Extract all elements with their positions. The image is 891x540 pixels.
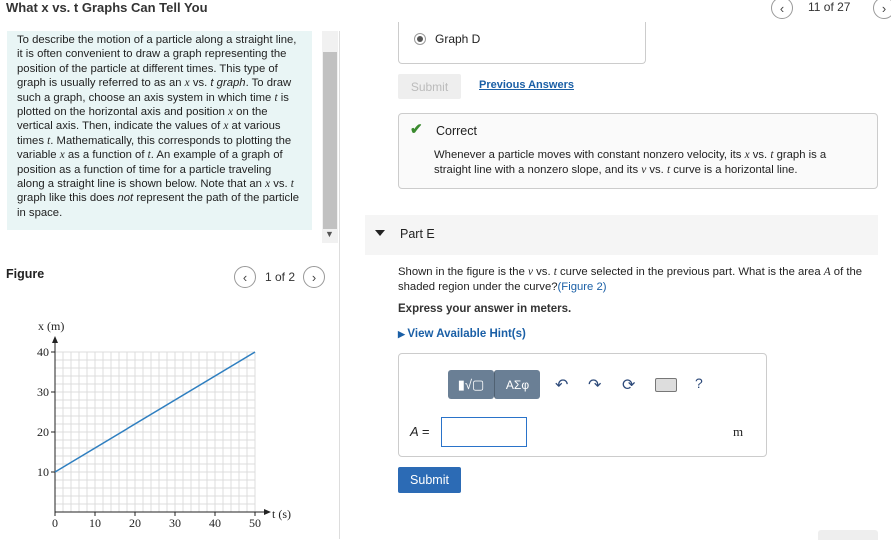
text-segment: To describe the motion of a particle along a straight line, it is often convenient to draw a graph representing the position of the particle at different times. This type of graph is usually referred to as an	[17, 34, 297, 90]
reset-icon[interactable]: ⟳	[622, 377, 636, 394]
position-time-chart	[0, 310, 330, 539]
text-segment: is plotted on the horizontal axis and position	[17, 91, 289, 119]
page-counter: 11 of 27	[808, 0, 851, 14]
chart-series	[55, 352, 255, 472]
figure-prev-icon[interactable]: ‹	[234, 266, 256, 288]
previous-answers-link[interactable]: Previous Answers	[479, 79, 574, 91]
math-variable: x	[223, 120, 229, 133]
text-segment: . Mathematically, this corresponds to plotting the variable	[17, 134, 292, 162]
submit-button-disabled: Submit	[398, 74, 461, 99]
x-tick-label: 10	[89, 516, 101, 530]
graph-d-label: Graph D	[435, 32, 481, 46]
y-tick-label: 20	[37, 425, 49, 439]
graph-d-radio[interactable]	[414, 33, 426, 45]
y-tick-label: 40	[37, 345, 49, 359]
templates-button[interactable]: ▮√▢	[448, 370, 494, 399]
math-variable: t	[147, 149, 151, 162]
math-variable: x	[228, 106, 234, 119]
math-variable: t	[290, 178, 294, 191]
question-text	[398, 265, 878, 294]
math-variable: x	[59, 149, 65, 162]
math-variable: t	[47, 134, 51, 147]
math-variable: t	[770, 149, 774, 161]
submit-button[interactable]: Submit	[398, 467, 461, 493]
text-segment: . To draw such a graph, choose an axis system in which time	[17, 77, 292, 104]
text-segment: on the vertical axis. Then, indicate the values of	[17, 106, 268, 133]
greek-symbols-button[interactable]: ΑΣφ	[494, 370, 540, 399]
feedback-title: Correct	[436, 124, 477, 138]
y-axis-arrow	[52, 336, 58, 343]
keyboard-icon[interactable]	[655, 378, 677, 392]
text-segment: graph like this does	[17, 192, 118, 205]
text-segment: represent the path of the particle in space.	[17, 192, 299, 219]
checkmark-icon: ✔	[410, 121, 423, 138]
math-variable: x	[265, 178, 271, 191]
text-segment: vs.	[189, 77, 211, 90]
math-variable: A	[823, 266, 831, 278]
x-axis-label: t (s)	[272, 507, 291, 521]
x-tick-label: 20	[129, 516, 141, 530]
feedback-text	[434, 148, 864, 177]
text-segment: of the shaded region under the curve?	[398, 266, 863, 293]
math-variable: t	[666, 163, 671, 176]
part-e-label: Part E	[400, 227, 435, 241]
text-segment: t graph	[210, 77, 246, 90]
text-segment: curve is a horizontal line.	[670, 163, 798, 176]
text-segment: as a function of	[64, 149, 148, 162]
text-segment: vs.	[646, 163, 667, 176]
text-segment: vs.	[749, 149, 771, 161]
collapse-triangle-icon[interactable]	[375, 230, 385, 236]
text-segment: at various times	[17, 120, 281, 147]
answer-label: A =	[410, 424, 430, 439]
x-tick-label: 0	[52, 516, 58, 530]
panel-divider	[339, 31, 340, 539]
text-segment: curve selected in the previous part. What is the area	[556, 266, 824, 278]
math-variable: v	[528, 266, 534, 278]
math-variable: t	[553, 266, 557, 278]
text-segment: . An example of a graph of position as a function of time for a particle traveling along a straight line is shown below. Note that an	[17, 149, 283, 191]
part-e-header[interactable]	[365, 215, 878, 255]
figure-next-icon[interactable]: ›	[303, 266, 325, 288]
undo-icon[interactable]: ↶	[555, 377, 569, 394]
help-icon[interactable]: ?	[695, 375, 703, 391]
x-tick-label: 50	[249, 516, 261, 530]
redo-icon[interactable]: ↷	[588, 377, 602, 394]
chevron-right-icon[interactable]: ›	[873, 0, 891, 19]
figure-pager: 1 of 2	[265, 270, 296, 284]
scroll-down-icon[interactable]: ▼	[325, 229, 334, 239]
answer-input[interactable]	[441, 417, 527, 447]
y-axis-label: x (m)	[38, 319, 65, 333]
chart-grid	[55, 352, 255, 512]
text-segment: vs.	[533, 266, 554, 278]
series-line	[55, 352, 255, 472]
math-variable: v	[641, 163, 647, 176]
figure-label: Figure	[6, 267, 45, 281]
answer-unit: m	[733, 424, 744, 439]
figure-2-link[interactable]: (Figure 2)	[557, 280, 607, 293]
x-axis-arrow	[264, 509, 271, 515]
y-tick-label: 30	[37, 385, 49, 399]
text-segment: not	[117, 192, 134, 205]
x-tick-label: 30	[169, 516, 181, 530]
scrollbar-thumb[interactable]	[323, 52, 337, 229]
y-tick-label: 10	[37, 465, 49, 479]
triangle-right-icon: ▶	[398, 329, 408, 339]
express-instruction: Express your answer in meters.	[398, 303, 572, 315]
text-segment: graph is a straight line with a nonzero slope, and its	[434, 149, 827, 176]
x-tick-label: 40	[209, 516, 221, 530]
math-variable: x	[184, 77, 190, 90]
text-segment: Whenever a particle moves with constant nonzero velocity, its	[434, 149, 745, 161]
hint-label: View Available Hint(s)	[407, 328, 526, 340]
text-segment: Shown in the figure is the	[398, 266, 528, 278]
chevron-left-icon[interactable]: ‹	[771, 0, 793, 19]
page-title: What x vs. t Graphs Can Tell You	[6, 0, 208, 15]
intro-text	[7, 31, 312, 230]
math-variable: t	[274, 91, 278, 104]
view-hints-link[interactable]	[398, 328, 526, 340]
math-variable: x	[744, 149, 750, 161]
text-segment: vs.	[270, 178, 291, 191]
